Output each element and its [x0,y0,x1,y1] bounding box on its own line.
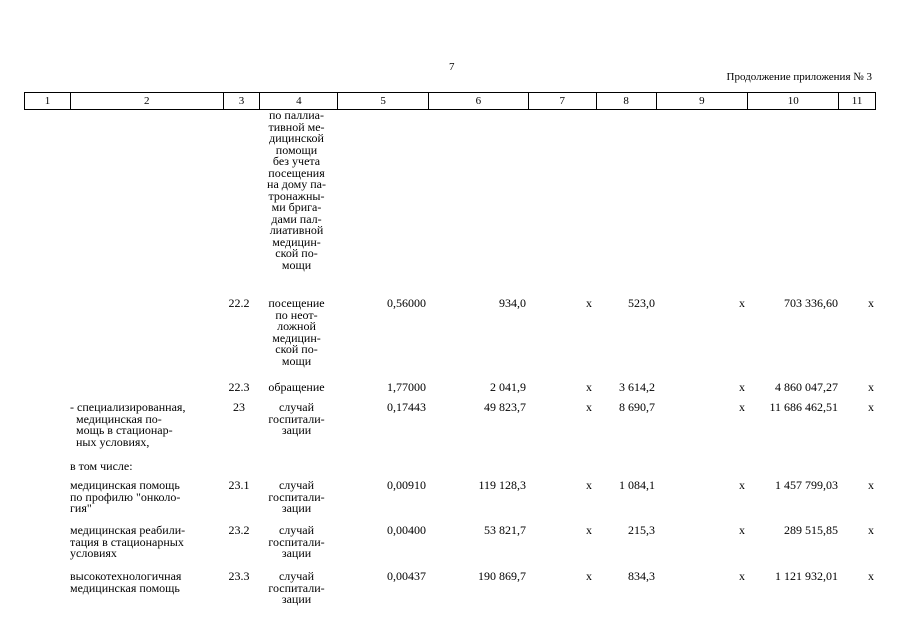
value-cell: х [586,296,592,310]
value-cell: 2 041,9 [490,380,526,394]
value-cell: х [868,380,874,394]
value-cell: х [868,296,874,310]
value-cell: 0,00910 [387,478,426,492]
value-cell: х [739,380,745,394]
value-cell: 1 121 932,01 [775,569,838,583]
number-cell: 23.2 [228,523,250,537]
value-cell: 834,3 [628,569,655,583]
value-cell: х [739,478,745,492]
column-header: 5 [337,93,428,109]
number-cell: 22.2 [228,296,250,310]
unit-cell: случай госпитали- зации [268,400,325,437]
value-cell: х [586,380,592,394]
column-header: 10 [747,93,838,109]
column-header: 9 [656,93,748,109]
column-header: 2 [70,93,223,109]
value-cell: 523,0 [628,296,655,310]
value-cell: 215,3 [628,523,655,537]
value-cell: х [868,523,874,537]
continuation-note: Продолжение приложения № 3 [726,71,872,83]
value-cell: 190 869,7 [478,569,526,583]
value-cell: х [739,400,745,414]
page-number: 7 [449,61,455,73]
value-cell: х [586,400,592,414]
value-cell: х [586,523,592,537]
value-cell: 1 457 799,03 [775,478,838,492]
value-cell: 0,00437 [387,569,426,583]
value-cell: х [739,569,745,583]
number-cell: 23 [233,400,245,414]
table-header-row [24,92,876,110]
description-cell: высокотехнологичная медицинская помощь [70,569,182,595]
description-cell: медицинская помощь по профилю "онколо- гия" [70,478,181,515]
value-cell: х [868,400,874,414]
value-cell: 289 515,85 [784,523,838,537]
value-cell: х [739,296,745,310]
value-cell: х [586,478,592,492]
value-cell: 0,17443 [387,400,426,414]
value-cell: 703 336,60 [784,296,838,310]
value-cell: х [586,569,592,583]
value-cell: х [868,569,874,583]
column-header: 8 [596,93,656,109]
description-cell: медицинская реабили- тация в стационарных условиях [70,523,186,560]
column-header: 4 [259,93,337,109]
value-cell: 119 128,3 [478,478,526,492]
value-cell: 0,00400 [387,523,426,537]
value-cell: 11 686 462,51 [769,400,838,414]
value-cell: 49 823,7 [484,400,526,414]
unit-cell: посещение по неот- ложной медицин- ской по- мощи [268,296,325,368]
unit-cell: обращение [268,380,325,394]
column-header: 7 [528,93,596,109]
value-cell: 3 614,2 [619,380,655,394]
value-cell: 0,56000 [387,296,426,310]
value-cell: 53 821,7 [484,523,526,537]
value-cell: 4 860 047,27 [775,380,838,394]
column-header: 1 [44,94,51,107]
unit-cell: по паллиа- тивной ме- дицинской помощи без учета посещения на дому па- тронажны- ми брига- дами пал- лиативной медицин- ской по- мощи [267,108,326,272]
column-header: 11 [838,93,875,109]
unit-cell: случай госпитали- зации [268,523,325,560]
value-cell: 1 084,1 [619,478,655,492]
value-cell: х [739,523,745,537]
column-header: 3 [223,93,260,109]
value-cell: 1,77000 [387,380,426,394]
number-cell: 22.3 [228,380,250,394]
number-cell: 23.1 [228,478,250,492]
value-cell: 8 690,7 [619,400,655,414]
description-cell: в том числе: [70,459,133,473]
description-cell: - специализированная, медицинская по- мощь в стационар- ных условиях, [70,400,186,449]
unit-cell: случай госпитали- зации [268,569,325,606]
value-cell: 934,0 [499,296,526,310]
value-cell: х [868,478,874,492]
number-cell: 23.3 [228,569,250,583]
unit-cell: случай госпитали- зации [268,478,325,515]
column-header: 6 [428,93,528,109]
